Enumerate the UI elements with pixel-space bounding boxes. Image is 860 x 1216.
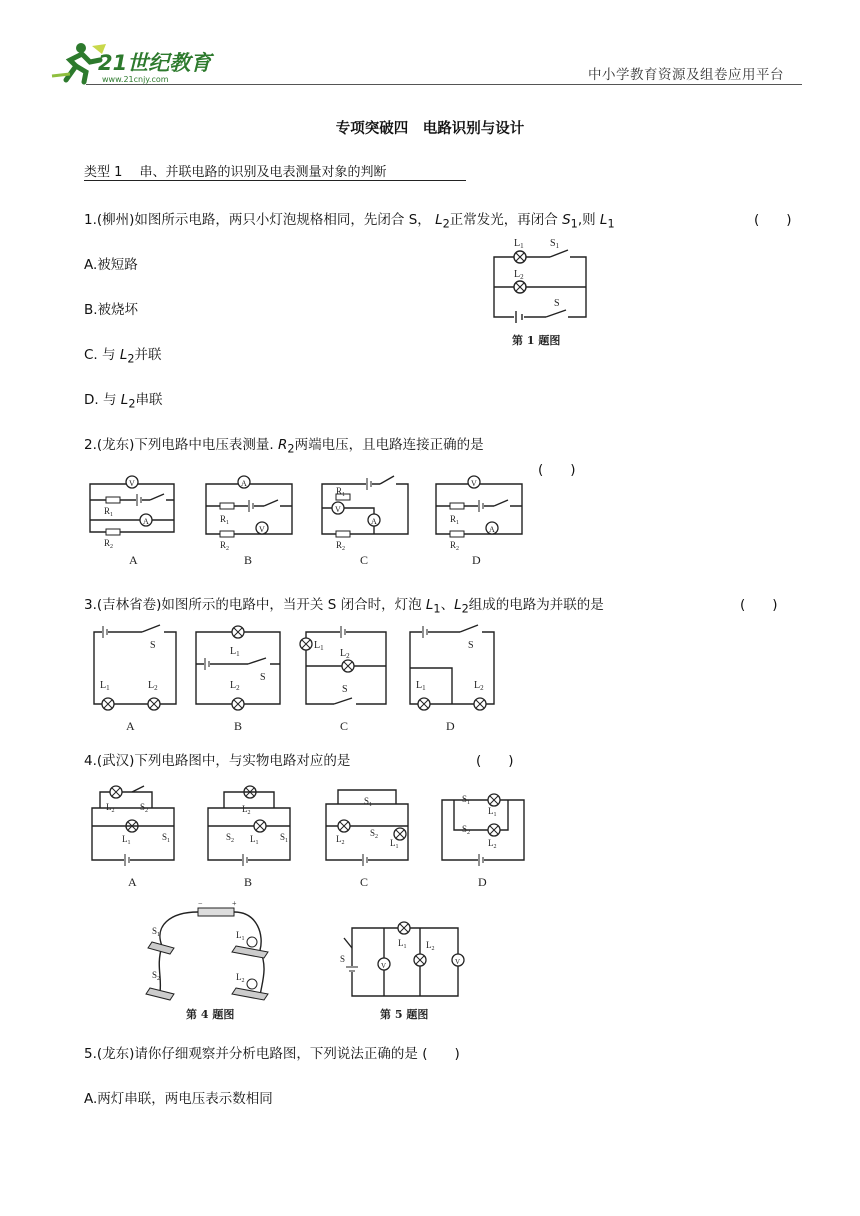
- svg-text:S1: $S_1$: [280, 832, 289, 844]
- svg-text:S: S: [150, 640, 156, 651]
- q4-q5-figures: [140, 896, 470, 1026]
- q3-circuit-figures: [88, 622, 508, 736]
- q4-circuit-a: [92, 786, 174, 866]
- q4-circuit-b: [208, 786, 290, 866]
- svg-text:S1: $S_1$: [462, 794, 471, 806]
- svg-text:L2: $L_2$: [474, 680, 484, 692]
- q1-option-d: D. 与 $L_2$串联: [84, 392, 163, 411]
- q3-answer-blank: ( ): [740, 597, 778, 613]
- svg-text:L2: $L_2$: [230, 680, 240, 692]
- svg-text:L1: $L_1$: [250, 834, 259, 846]
- q2-label-c: C: [360, 553, 369, 567]
- svg-text:S2: $S_2$: [226, 832, 235, 844]
- svg-text:S: S: [554, 298, 560, 309]
- svg-text:S2: $S_2$: [370, 828, 379, 840]
- svg-text:L2: $L_2$: [242, 804, 251, 816]
- q4-answer-blank: ( ): [476, 753, 514, 769]
- svg-text:V: V: [471, 479, 477, 488]
- svg-text:V: V: [381, 962, 387, 970]
- svg-text:L2: $L_2$: [514, 269, 524, 281]
- q3-circuit-b: [196, 626, 280, 710]
- q2-stem: 2.(龙东)下列电路中电压表测量. $R_2$两端电压，且电路连接正确的是: [84, 437, 484, 456]
- svg-text:S: S: [260, 672, 266, 683]
- q4-physical-circuit: [146, 899, 268, 1021]
- q4-label-b: B: [244, 875, 253, 889]
- svg-text:L2: $L_2$: [106, 802, 115, 814]
- q1-stem: 1.(柳州)如图所示电路，两只小灯泡规格相同，先闭合 S， $L_2$正常发光，再闭合 $S_1$,则 $L_1$: [84, 212, 615, 231]
- q5-option-a: A.两灯串联，两电压表示数相同: [84, 1091, 273, 1107]
- svg-text:R2: $R_2$: [336, 540, 346, 552]
- svg-text:L1: $L_1$: [398, 938, 407, 950]
- q2-circuit-figures: [84, 472, 524, 572]
- svg-text:S2: $S_2$: [140, 802, 149, 814]
- q4-circuit-d: [442, 794, 524, 866]
- logo-subtext: www.21cnjy.com: [102, 75, 169, 84]
- q2-label-b: B: [244, 553, 253, 567]
- q1-option-a: A.被短路: [84, 257, 138, 273]
- svg-text:S2: $S_2$: [462, 824, 471, 836]
- svg-text:L1: $L_1$: [488, 806, 497, 818]
- logo-text: 21世纪教育: [98, 51, 212, 75]
- svg-text:A: A: [143, 517, 149, 526]
- svg-text:V: V: [129, 479, 135, 488]
- svg-text:第 5 题图: 第 5 题图: [380, 1008, 429, 1021]
- svg-text:L1: $L_1$: [514, 238, 524, 250]
- svg-text:S1: $S_1$: [162, 832, 171, 844]
- svg-text:S: S: [468, 640, 474, 651]
- svg-text:R2: $R_2$: [104, 538, 114, 550]
- section-underline: [84, 180, 466, 181]
- q2-circuit-d: [436, 476, 522, 552]
- svg-text:V: V: [335, 505, 341, 514]
- q5-stem: 5.(龙东)请你仔细观察并分析电路图，下列说法正确的是 ( ): [84, 1046, 460, 1062]
- page-title: 专项突破四 电路识别与设计: [335, 121, 525, 137]
- q3-label-d: D: [446, 719, 455, 733]
- q3-circuit-c: [300, 626, 386, 708]
- q3-circuit-d: [410, 625, 494, 710]
- svg-text:S1: $S_1$: [364, 796, 373, 808]
- svg-text:L1: $L_1$: [314, 640, 324, 652]
- q2-label-d: D: [472, 553, 481, 567]
- svg-text:L1: $L_1$: [122, 834, 131, 846]
- svg-text:L2: $L_2$: [148, 680, 158, 692]
- q4-circuit-c: [326, 790, 408, 866]
- q1-option-b: B.被烧坏: [84, 302, 139, 318]
- q4-label-a: A: [128, 875, 137, 889]
- svg-text:S1: $S_1$: [550, 238, 560, 250]
- q4-stem: 4.(武汉)下列电路图中，与实物电路对应的是: [84, 753, 351, 769]
- q3-label-b: B: [234, 719, 243, 733]
- svg-text:−: −: [198, 899, 203, 908]
- svg-text:S: S: [340, 954, 346, 964]
- svg-text:R1: $R_1$: [104, 506, 114, 518]
- svg-text:R1: $R_1$: [450, 514, 460, 526]
- svg-text:R1: $R_1$: [336, 486, 346, 498]
- svg-text:L1: $L_1$: [390, 838, 399, 850]
- site-logo: [48, 40, 218, 86]
- q2-answer-blank: ( ): [538, 462, 576, 478]
- q2-circuit-c: [322, 476, 408, 552]
- svg-text:L2: $L_2$: [236, 972, 245, 984]
- svg-text:L2: $L_2$: [488, 838, 497, 850]
- svg-text:R2: $R_2$: [450, 540, 460, 552]
- section-heading: 类型 1 串、并联电路的识别及电表测量对象的判断: [84, 165, 387, 180]
- svg-text:A: A: [489, 525, 495, 534]
- svg-text:S1: $S_1$: [152, 926, 161, 938]
- svg-text:S: S: [342, 684, 348, 695]
- svg-text:A: A: [371, 517, 377, 526]
- svg-text:A: A: [241, 479, 247, 488]
- svg-text:第 4 题图: 第 4 题图: [186, 1008, 235, 1021]
- q4-label-c: C: [360, 875, 369, 889]
- q1-answer-blank: ( ): [754, 212, 792, 228]
- svg-text:S2: $S_2$: [152, 970, 161, 982]
- q4-label-d: D: [478, 875, 487, 889]
- svg-text:L2: $L_2$: [426, 940, 435, 952]
- svg-text:L1: $L_1$: [100, 680, 110, 692]
- q3-circuit-a: [94, 625, 176, 710]
- q5-circuit: [340, 922, 464, 1021]
- svg-text:R1: $R_1$: [220, 514, 230, 526]
- q1-circuit-figure: [486, 232, 596, 352]
- svg-text:R2: $R_2$: [220, 540, 230, 552]
- q2-circuit-a: [90, 476, 174, 550]
- svg-text:L2: $L_2$: [336, 834, 345, 846]
- header-platform-text: 中小学教育资源及组卷应用平台: [588, 67, 784, 83]
- svg-text:L1: $L_1$: [230, 646, 240, 658]
- q2-label-a: A: [129, 553, 138, 567]
- svg-text:L1: $L_1$: [236, 930, 245, 942]
- svg-text:V: V: [259, 525, 265, 534]
- q2-circuit-b: [206, 476, 292, 552]
- svg-text:第 1 题图: 第 1 题图: [512, 334, 561, 347]
- svg-text:L1: $L_1$: [416, 680, 426, 692]
- q1-option-c: C. 与 $L_2$并联: [84, 347, 162, 366]
- svg-text:L2: $L_2$: [340, 648, 350, 660]
- q4-circuit-figures: [88, 780, 532, 890]
- header-divider: [86, 84, 802, 85]
- svg-text:+: +: [232, 899, 237, 908]
- q3-label-c: C: [340, 719, 349, 733]
- svg-text:V: V: [455, 958, 461, 966]
- q3-stem: 3.(吉林省卷)如图所示的电路中，当开关 S 闭合时，灯泡 $L_1$、$L_2$组成的电路为并联的是: [84, 597, 604, 616]
- q3-label-a: A: [126, 719, 135, 733]
